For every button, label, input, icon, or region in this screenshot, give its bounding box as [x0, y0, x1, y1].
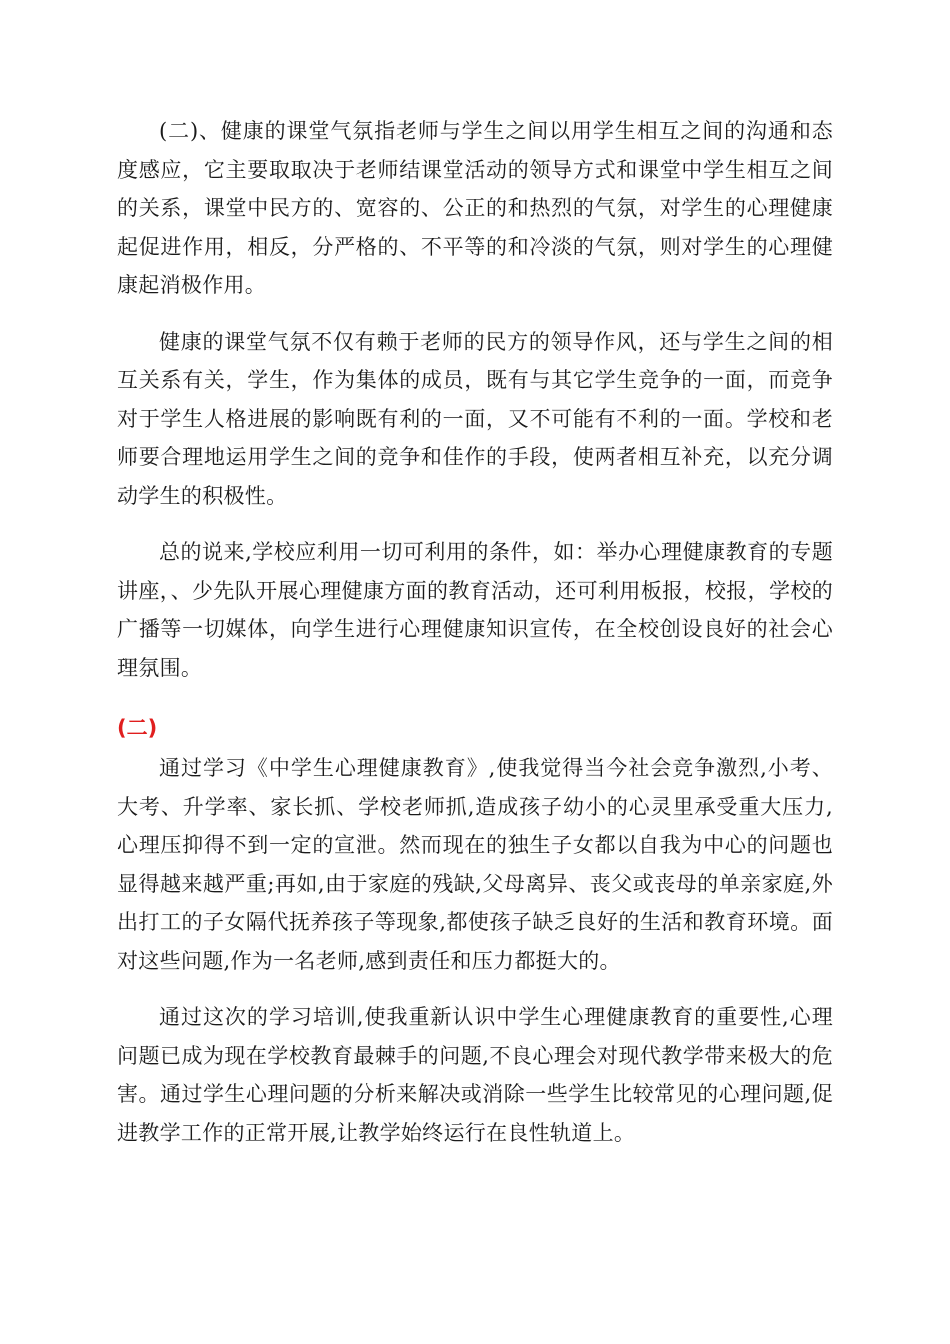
document-page: [117, 112, 833, 1152]
paragraph-study-reflection: 通过学习《中学生心理健康教育》,使我觉得当今社会竞争激烈,小考、大考、升学率、家长抓、学校老师抓,造成孩子幼小的心灵里承受重大压力,心理压抑得不到一定的宣泄。然而现在的独生子女都以自我为中心的问题也显得越来越严重;再如,由于家庭的残缺,父母离异、丧父或丧母的单亲家庭,外出打工的子女隔代抚养孩子等现象,都使孩子缺乏良好的生活和教育环境。面对这些问题,作为一名老师,感到责任和压力都挺大的。: [117, 756, 833, 973]
paragraph-school-conditions: 总的说来,学校应利用一切可利用的条件，如：举办心理健康教育的专题讲座，、少先队开展心理健康方面的教育活动，还可利用板报，校报，学校的广播等一切媒体，向学生进行心理健康知识宣传，在全校创设良好的社会心理氛围。: [117, 540, 833, 680]
paragraph-teacher-leadership: 健康的课堂气氛不仅有赖于老师的民方的领导作风，还与学生之间的相互关系有关，学生，作为集体的成员，既有与其它学生竞争的一面，而竞争对于学生人格进展的影响既有利的一面，又不可能有不利的一面。学校和老师要合理地运用学生之间的竞争和佳作的手段，使两者相互补充，以充分调动学生的积极性。: [117, 329, 833, 508]
paragraph-classroom-atmosphere: (二)、健康的课堂气氛指老师与学生之间以用学生相互之间的沟通和态度感应，它主要取取决于老师结课堂活动的领导方式和课堂中学生相互之间的关系，课堂中民方的、宽容的、公正的和热烈的气氛，对学生的心理健康起促进作用，相反，分严格的、不平等的和冷淡的气氛，则对学生的心理健康起消极作用。: [117, 119, 833, 297]
paragraph-training-summary: 通过这次的学习培训,使我重新认识中学生心理健康教育的重要性,心理问题已成为现在学校教育最棘手的问题,不良心理会对现代教学带来极大的危害。通过学生心理问题的分析来解决或消除一些学生比较常见的心理问题,促进教学工作的正常开展,让教学始终运行在良性轨道上。: [117, 1005, 833, 1145]
section-heading: (二): [117, 716, 158, 740]
